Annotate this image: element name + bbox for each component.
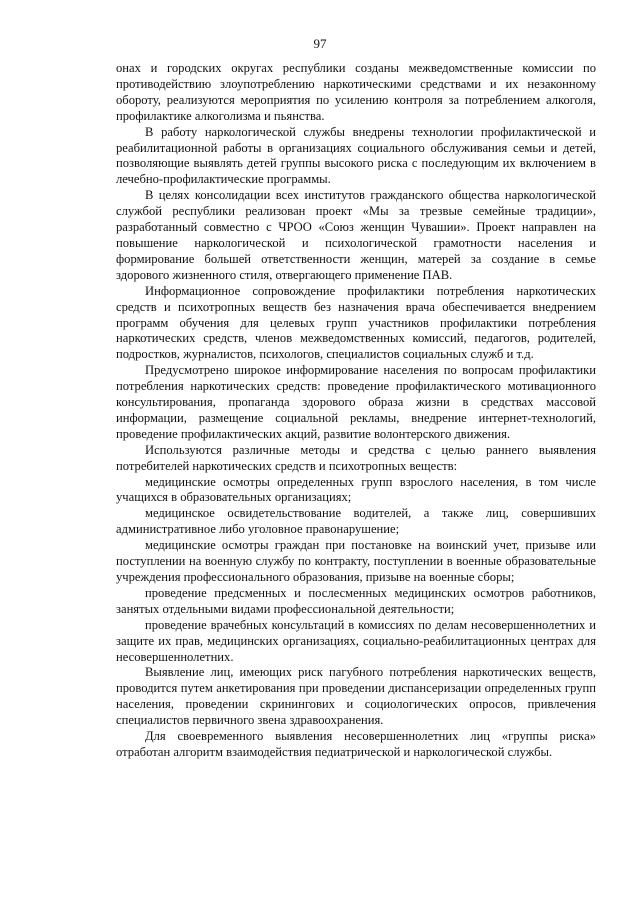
paragraph-4: Информационное сопровождение профилактики потребления наркотических средств и психотропных веществ без назначения врача обеспечивается внедрением программ обучения для целевых групп участников профилактики потребления наркотических средств, членов межведомственных комиссий, педагогов, родителей, подростков, журналистов, психологов, специалистов социальных служб и т.д. [116, 283, 596, 362]
list-item-3: медицинские осмотры граждан при постановке на воинский учет, призыве или поступлении на военную службу по контракту, поступлении в военные образовательные учреждения профессионального образования, призыве на военные сборы; [116, 538, 596, 584]
list-item-4: проведение предсменных и послесменных медицинских осмотров работников, занятых отдельными видами профессиональной деятельности; [116, 585, 596, 616]
paragraph-6: Используются различные методы и средства с целью раннего выявления потребителей наркотических средств и психотропных веществ: [116, 442, 596, 473]
page-number: 97 [313, 36, 327, 51]
list-item-2: медицинское освидетельствование водителей, а также лиц, совершивших административное либо уголовное правонарушение; [116, 506, 596, 537]
text-body [116, 61, 596, 761]
paragraph-5: Предусмотрено широкое информирование населения по вопросам профилактики потребления наркотических средств: проведение профилактического мотивационного консультирования, пропаганда здорового образа жизни в средствах массовой информации, размещение социальной рекламы, внедрение интернет-технологий, проведение профилактических акций, развитие волонтерского движения. [116, 363, 596, 441]
list-item-1: медицинские осмотры определенных групп взрослого населения, в том числе учащихся в образовательных организациях; [116, 474, 596, 505]
paragraph-7: Выявление лиц, имеющих риск пагубного потребления наркотических веществ, проводится путем анкетирования при проведении диспансеризации определенных групп населения, проведении скринингових и социологических опросов, привлечения специалистов первичного звена здравоохранения. [116, 665, 596, 728]
list-item-5: проведение врачебных консультаций в комиссиях по делам несовершеннолетних и защите их прав, медицинских организациях, социально-реабилитационных центрах для несовершеннолетних. [116, 617, 596, 664]
paragraph-3: В целях консолидации всех институтов гражданского общества наркологической службой республики реализован проект «Мы за трезвые семейные традиции», разработанный совместно с ЧРОО «Союз женщин Чувашии». Проект направлен на повышение наркологической и психологической грамотности населения и формирование большей ответственности женщин, матерей за создание в семье здорового жизненного стиля, отвергающего применение ПАВ. [116, 188, 596, 282]
paragraph-8: Для своевременного выявления несовершеннолетних лиц «группы риска» отработан алгоритм взаимодействия педиатрической и наркологической службы. [116, 729, 596, 759]
paragraph-2: В работу наркологической службы внедрены технологии профилактической и реабилитационной работы в организациях социального обслуживания семьи и детей, позволяющие выявлять детей группы высокого риска с последующим их включением в лечебно-профилактические программы. [116, 124, 596, 187]
paragraph-1: онах и городских округах республики созданы межведомственные комиссии по противодействию злоупотреблению наркотическими средствами и их незаконному обороту, реализуются мероприятия по усилению контроля за потреблением алкоголя, профилактике алкоголизма и пьянства. [116, 61, 596, 123]
